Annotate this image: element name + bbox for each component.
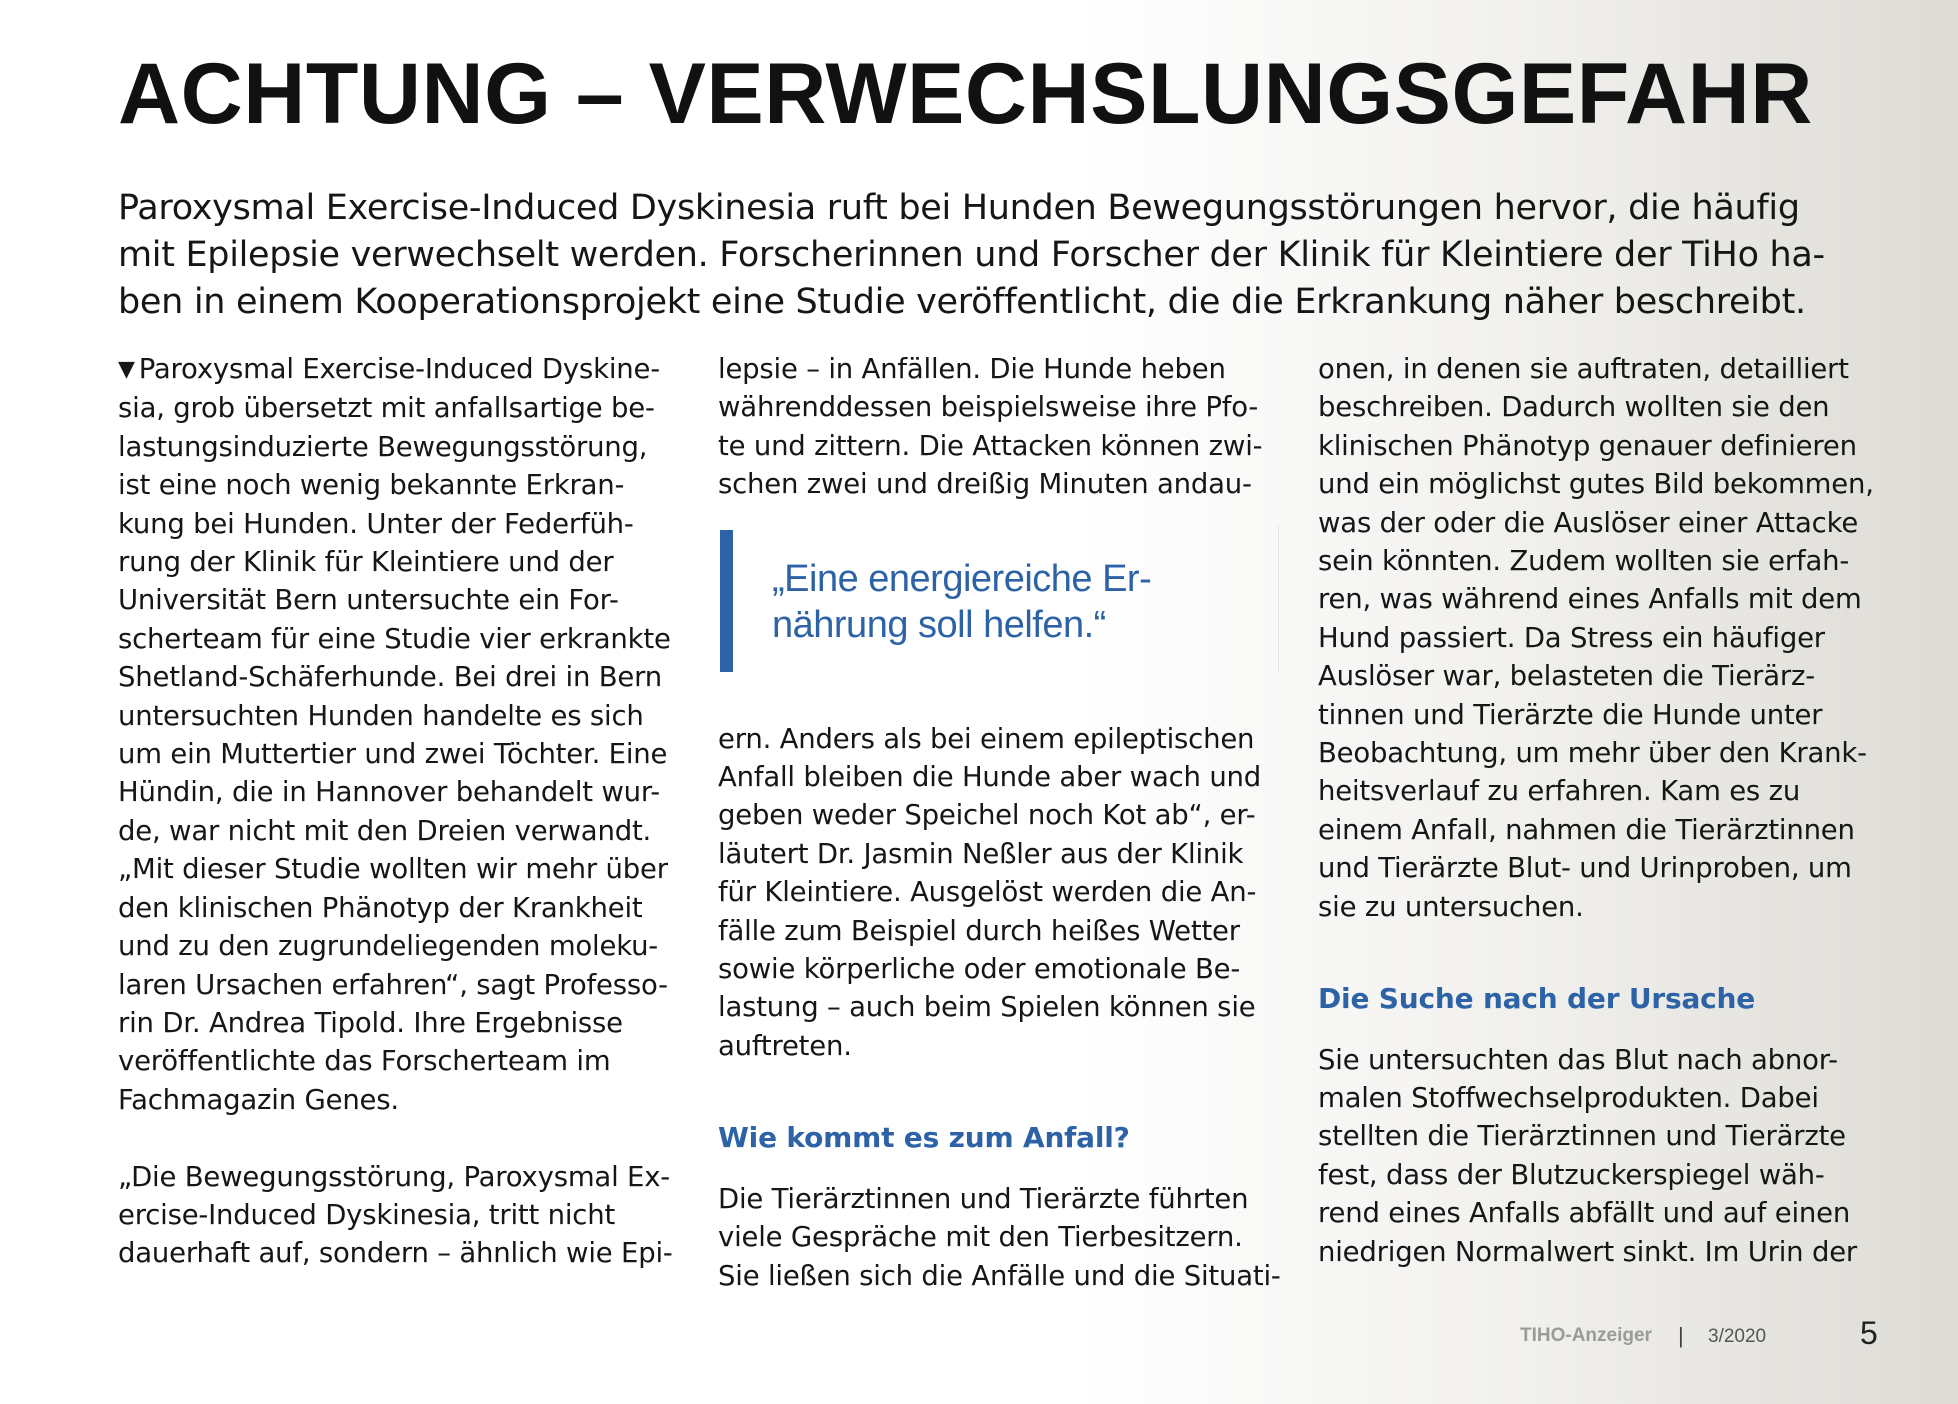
text-line: um ein Muttertier und zwei Töchter. Eine [118, 738, 668, 771]
text-line: Hund passiert. Da Stress ein häufiger [1318, 621, 1825, 654]
text-line: malen Stoffwechselprodukten. Dabei [1318, 1081, 1819, 1114]
lead-line: Paroxysmal Exercise-Induced Dyskinesia ruft bei Hunden Bewegungsstörungen hervor, die häufig [118, 188, 1800, 228]
text-line: tinnen und Tierärzte die Hunde unter [1318, 698, 1823, 731]
col2-paragraph-3 [718, 1180, 1288, 1295]
text-line: fest, dass der Blutzuckerspiegel wäh- [1318, 1158, 1825, 1191]
text-line: auftreten. [718, 1029, 852, 1062]
text-line: fälle zum Beispiel durch heißes Wetter [718, 914, 1240, 947]
triangle-bullet-icon: ▼ [118, 357, 135, 382]
text-line: Anfall bleiben die Hunde aber wach und [718, 761, 1262, 794]
col3-paragraph-1 [1318, 350, 1888, 926]
text-line: veröffentlichte das Forscherteam im [118, 1045, 611, 1078]
text-line: läutert Dr. Jasmin Neßler aus der Klinik [718, 837, 1244, 870]
text-line: dauerhaft auf, sondern – ähnlich wie Epi- [118, 1237, 673, 1270]
text-line: untersuchten Hunden handelte es sich [118, 699, 644, 732]
text-line: Shetland-Schäferhunde. Bei drei in Bern [118, 661, 662, 694]
text-line: viele Gespräche mit den Tierbesitzern. [718, 1221, 1243, 1254]
text-line: ercise-Induced Dyskinesia, tritt nicht [118, 1198, 616, 1231]
text-line: heitsverlauf zu erfahren. Kam es zu [1318, 775, 1801, 808]
text-line: den klinischen Phänotyp der Krankheit [118, 891, 643, 924]
text-line: und zu den zugrundeliegenden moleku- [118, 930, 659, 963]
text-line: schen zwei und dreißig Minuten andau- [718, 468, 1252, 501]
text-line: sie zu untersuchen. [1318, 890, 1584, 923]
lead-line: mit Epilepsie verwechselt werden. Forscherinnen und Forscher der Klinik für Kleintiere der TiHo ha- [118, 235, 1825, 275]
text-line: lastungsinduzierte Bewegungsstörung, [118, 430, 648, 463]
col1-paragraph-1 [118, 350, 688, 1119]
quote-line: „Eine energiereiche Er- [772, 558, 1152, 600]
text-line: te und zittern. Die Attacken können zwi- [718, 429, 1263, 462]
pull-quote [718, 526, 1279, 672]
col2-paragraph-1 [718, 350, 1288, 504]
subheading-ursache: Die Suche nach der Ursache [1318, 982, 1756, 1016]
text-line: geben weder Speichel noch Kot ab“, er- [718, 799, 1256, 832]
text-line: und ein möglichst gutes Bild bekommen, [1318, 468, 1874, 501]
text-line: ren, was während eines Anfalls mit dem [1318, 583, 1862, 616]
text-line: lepsie – in Anfällen. Die Hunde heben [718, 353, 1226, 385]
lead-line: ben in einem Kooperationsprojekt eine Studie veröffentlicht, die die Erkrankung näher beschreibt. [118, 282, 1806, 322]
text-line: Auslöser war, belasteten die Tierärz- [1318, 660, 1815, 693]
text-line: rend eines Anfalls abfällt und auf einen [1318, 1197, 1851, 1230]
text-line: rin Dr. Andrea Tipold. Ihre Ergebnisse [118, 1006, 623, 1039]
text-line: währenddessen beispielsweise ihre Pfo- [718, 391, 1259, 424]
magazine-name: TIHO-Anzeiger [1520, 1325, 1652, 1346]
column-2 [718, 350, 1288, 1295]
text-line: für Kleintiere. Ausgelöst werden die An- [718, 876, 1257, 909]
text-line: stellten die Tierärztinnen und Tierärzte [1318, 1120, 1846, 1153]
text-line: lastung – auch beim Spielen können sie [718, 991, 1256, 1024]
col3-paragraph-2 [1318, 1041, 1888, 1271]
text-line: ern. Anders als bei einem epileptischen [718, 722, 1255, 755]
text-line: beschreiben. Dadurch wollten sie den [1318, 391, 1830, 424]
text-line: rung der Klinik für Kleintiere und der [118, 546, 614, 579]
text-line: Die Tierärztinnen und Tierärzte führten [718, 1182, 1249, 1215]
text-line: kung bei Hunden. Unter der Federfüh- [118, 507, 634, 540]
pull-quote-text [772, 556, 1151, 648]
text-line: was der oder die Auslöser einer Attacke [1318, 506, 1859, 539]
text-line: ist eine noch wenig bekannte Erkran- [118, 469, 625, 502]
issue-number: 3/2020 [1708, 1326, 1767, 1347]
text-line: und Tierärzte Blut- und Urinproben, um [1318, 852, 1852, 885]
text-line: Sie ließen sich die Anfälle und die Situati- [718, 1259, 1281, 1292]
text-line: laren Ursachen erfahren“, sagt Professo- [118, 968, 668, 1001]
text-line: sowie körperliche oder emotionale Be- [718, 953, 1241, 986]
quote-line: nährung soll helfen.“ [772, 604, 1106, 646]
lead-paragraph [118, 185, 1858, 326]
text-line: Universität Bern untersuchte ein For- [118, 584, 619, 617]
text-line: scherteam für eine Studie vier erkrankte [118, 622, 671, 655]
column-1 [118, 350, 688, 1273]
column-3 [1318, 350, 1888, 1271]
text-line: ▼ Paroxysmal Exercise-Induced Dyskine- [118, 353, 660, 385]
text-line: de, war nicht mit den Dreien verwandt. [118, 814, 652, 847]
text-line: niedrigen Normalwert sinkt. Im Urin der [1318, 1235, 1858, 1268]
text-line: Fachmagazin Genes. [118, 1083, 399, 1116]
text-line: Beobachtung, um mehr über den Krank- [1318, 737, 1867, 770]
col1-paragraph-2 [118, 1158, 688, 1273]
text-line: klinischen Phänotyp genauer definieren [1318, 429, 1857, 462]
page-title: ACHTUNG – VERWECHSLUNGSGEFAHR [118, 46, 1813, 142]
text-line: onen, in denen sie auftraten, detailliert [1318, 353, 1849, 385]
footer-separator: | [1678, 1323, 1684, 1348]
col2-paragraph-2 [718, 720, 1288, 1066]
quote-accent-bar [720, 530, 733, 672]
text-line: einem Anfall, nahmen die Tierärztinnen [1318, 813, 1855, 846]
text-line: „Die Bewegungsstörung, Paroxysmal Ex- [118, 1160, 671, 1193]
text-line: sia, grob übersetzt mit anfallsartige be- [118, 392, 655, 425]
subheading-anfall: Wie kommt es zum Anfall? [718, 1121, 1130, 1155]
text-line: Sie untersuchten das Blut nach abnor- [1318, 1043, 1838, 1076]
text-line: sein könnten. Zudem wollten sie erfah- [1318, 545, 1850, 578]
page-number: 5 [1860, 1315, 1878, 1351]
text-line: „Mit dieser Studie wollten wir mehr über [118, 853, 668, 886]
text-line: Hündin, die in Hannover behandelt wur- [118, 776, 660, 809]
